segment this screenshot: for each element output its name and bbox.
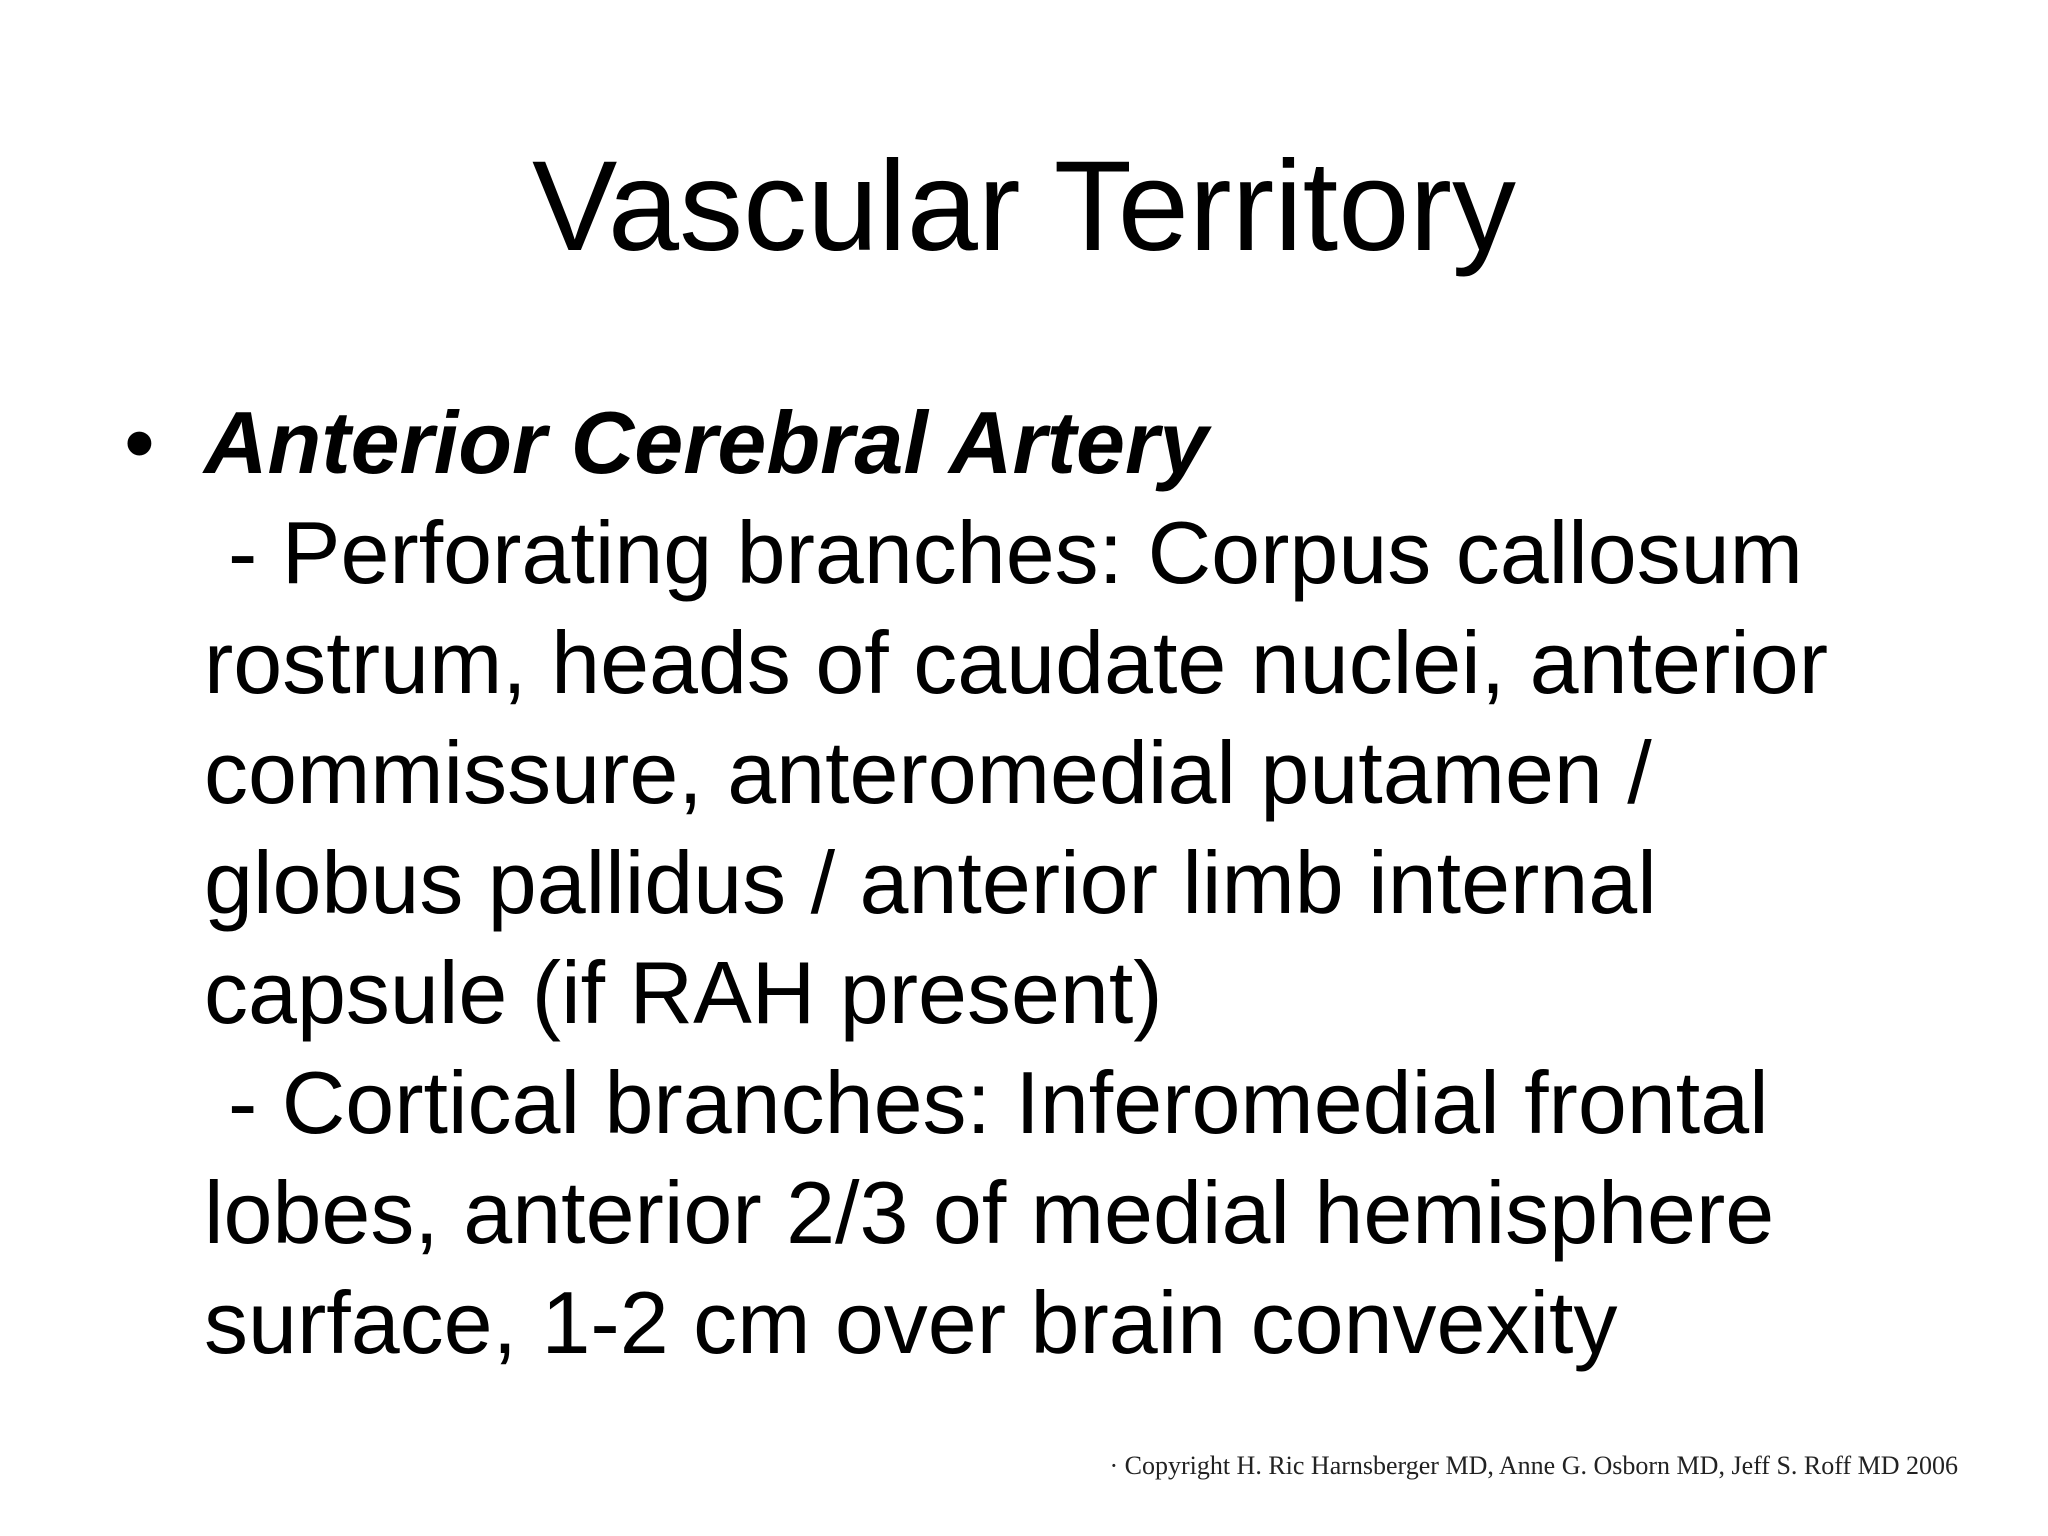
text-line: - Perforating branches: Corpus callosum xyxy=(228,503,1803,602)
slide-content xyxy=(124,388,1984,1378)
text-line: capsule (if RAH present) xyxy=(204,943,1163,1042)
copyright-notice: · Copyright H. Ric Harnsberger MD, Anne G. Osborn MD, Jeff S. Roff MD 2006 xyxy=(1109,1451,1958,1480)
bullet-item xyxy=(124,388,1984,1378)
text-line: surface, 1-2 cm over brain convexity xyxy=(204,1273,1618,1372)
bullet-heading: Anterior Cerebral Artery xyxy=(204,393,1209,492)
text-line: globus pallidus / anterior limb internal xyxy=(204,833,1657,932)
bullet-body xyxy=(204,388,1984,1378)
bullet-marker: • xyxy=(124,393,155,492)
text-line: - Cortical branches: Inferomedial frontal xyxy=(228,1053,1769,1152)
slide-title: Vascular Territory xyxy=(532,135,1516,278)
text-line: lobes, anterior 2/3 of medial hemisphere xyxy=(204,1163,1775,1262)
text-line: rostrum, heads of caudate nuclei, anterior xyxy=(204,613,1829,712)
text-line: commissure, anteromedial putamen / xyxy=(204,723,1652,822)
